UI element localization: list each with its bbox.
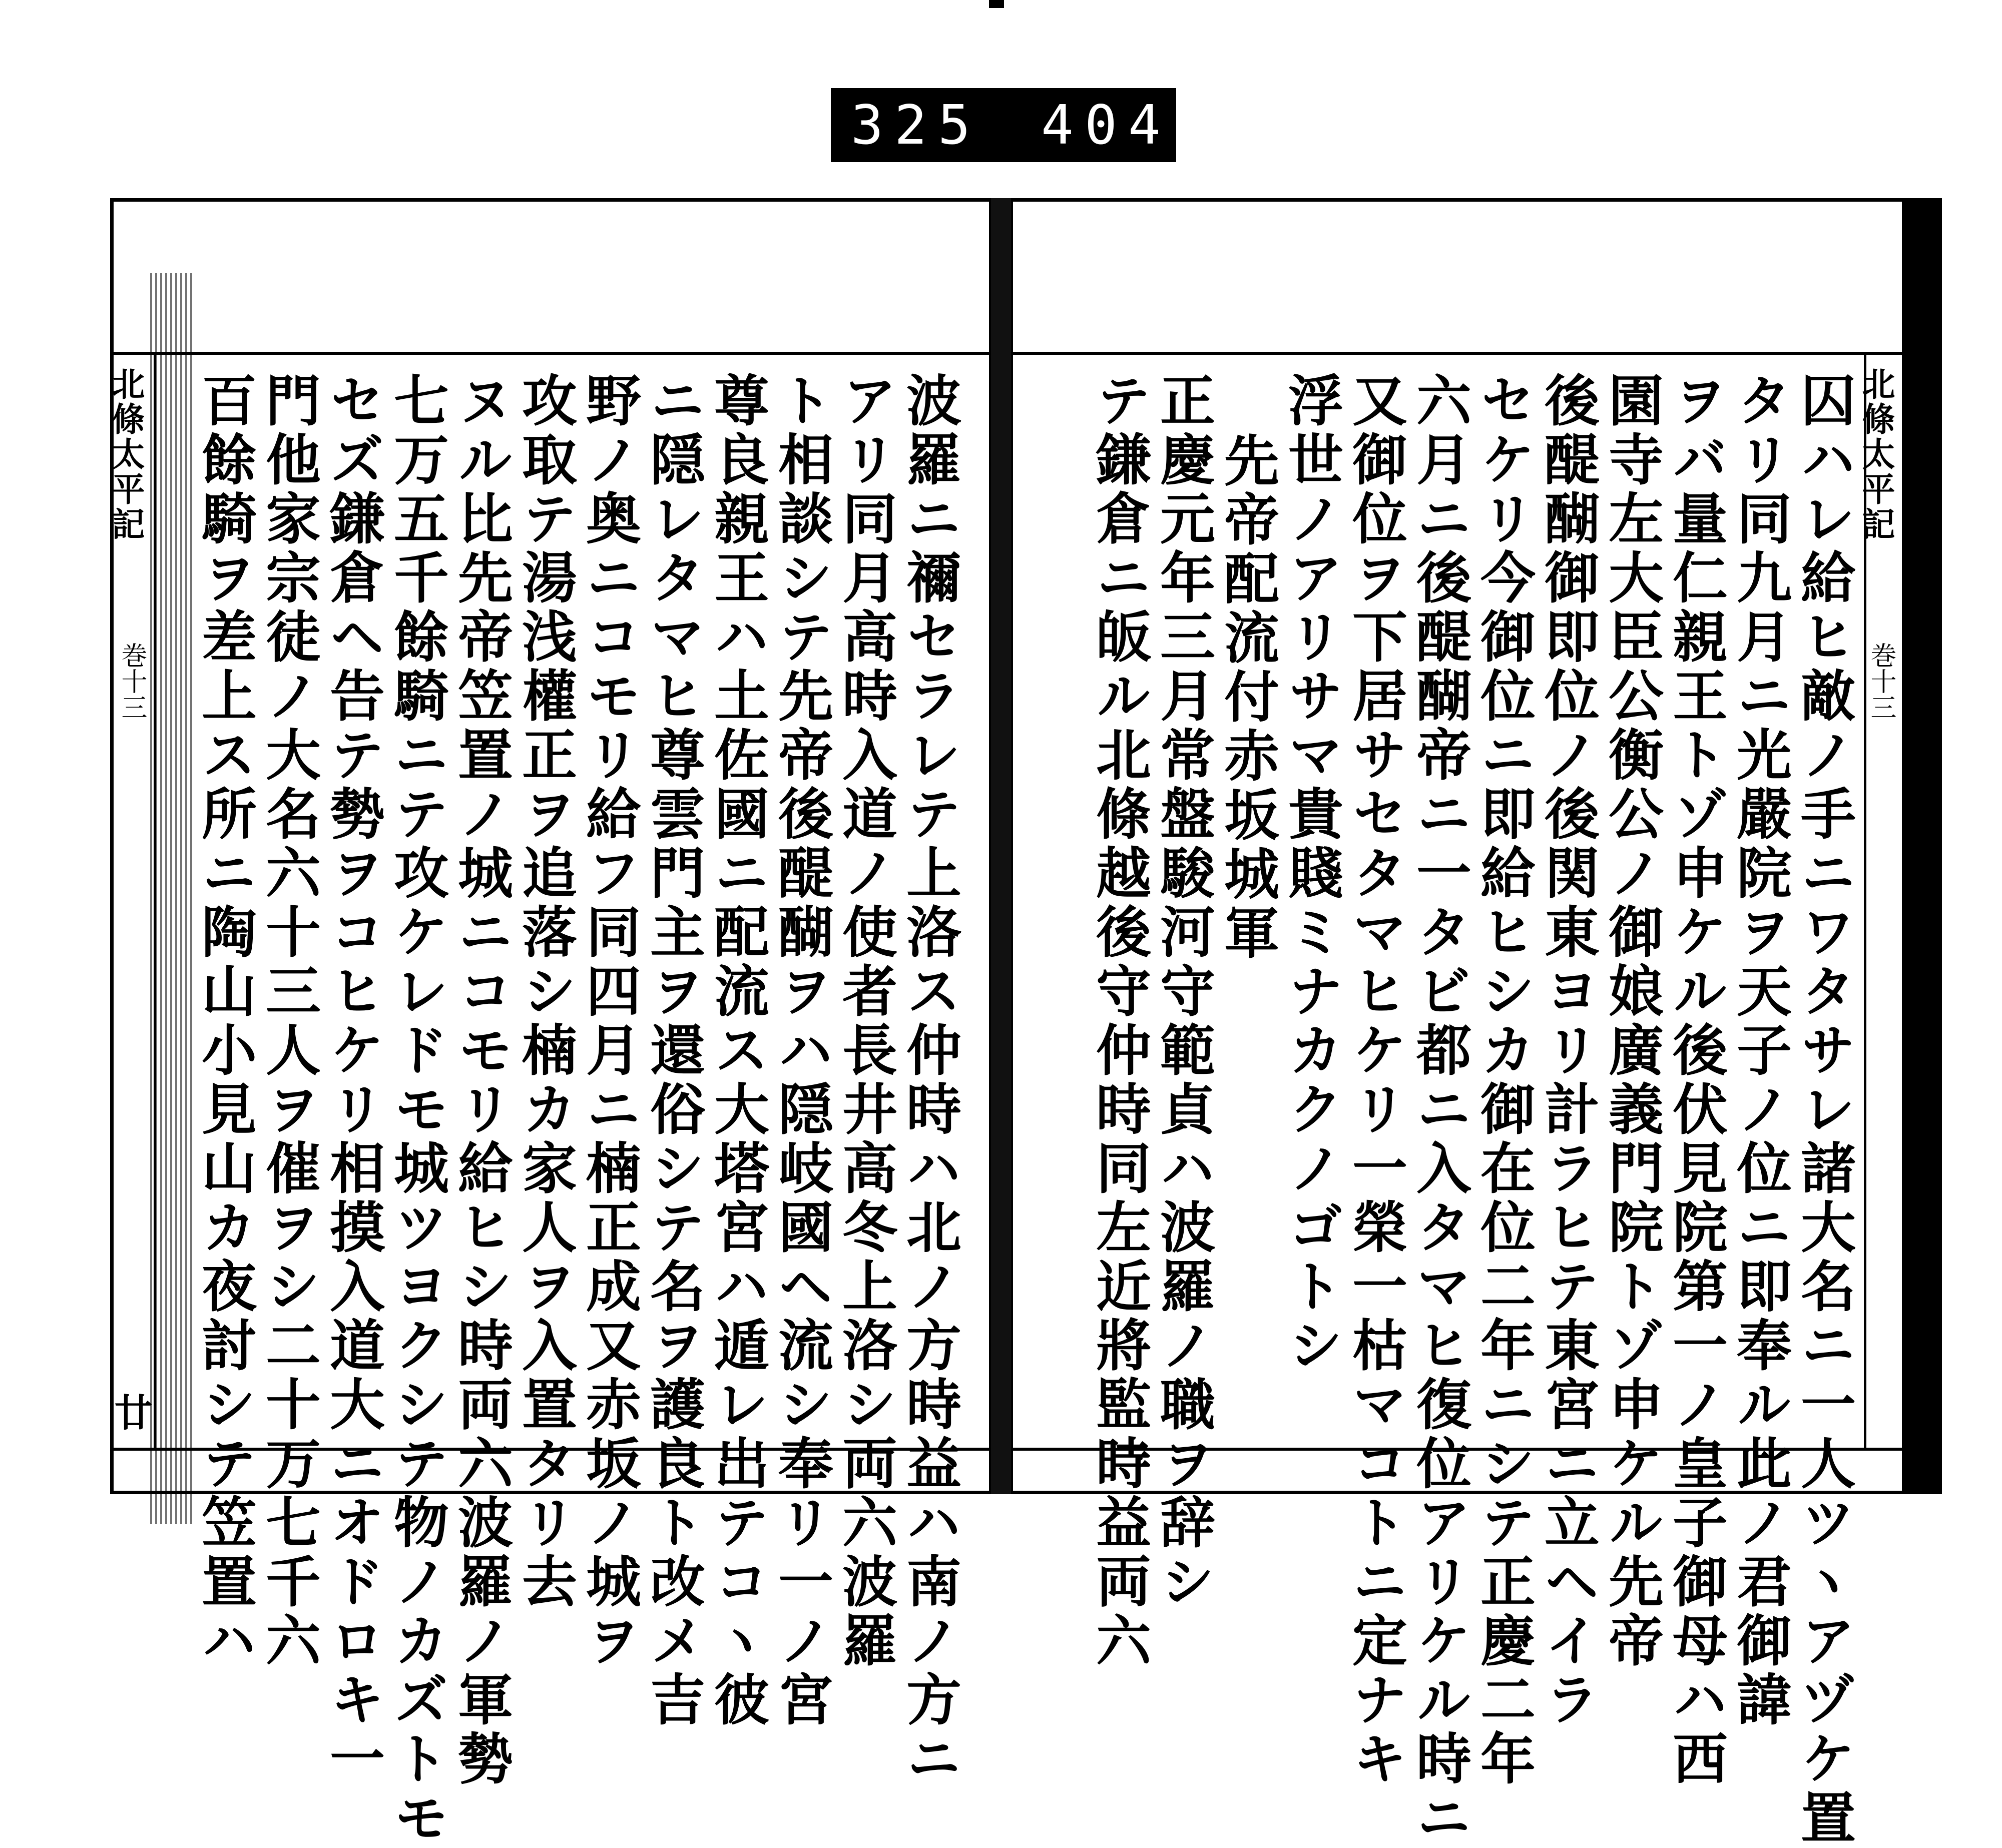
text-column: ニ隠レタマヒ尊雲門主ヲ還俗シテ名ヲ護良ト改メ吉	[641, 372, 706, 1730]
folio-number: 廿	[108, 1393, 153, 1431]
margin-volume: 巻十三	[117, 642, 147, 720]
text-column: 園寺左大臣公衡公ノ御娘廣義門院トゾ申ケル先帝	[1600, 372, 1664, 1671]
text-column: ヲバ量仁親王トゾ申ケル後伏見院第一ノ皇子御母ハ西	[1664, 372, 1728, 1789]
text-column: 百餘騎ヲ差上ス所ニ陶山小見山カ夜討シテ笠置ハ	[193, 372, 257, 1671]
margin-book-title: 北條太平記	[1856, 367, 1895, 542]
margin-book-title: 北條太平記	[106, 367, 145, 542]
label-number-right: 404.	[1041, 94, 1216, 157]
text-column: 後醍醐御即位ノ後関東ヨリ計ラヒテ東宮ニ立ヘイラ	[1536, 372, 1600, 1730]
text-column: タリ同九月ニ光嚴院ヲ天子ノ位ニ即奉ル此ノ君御諱	[1728, 372, 1792, 1730]
text-column: アリ同月高時入道ノ使者長井高冬上洛シ両六波羅	[833, 372, 898, 1671]
header-rule	[114, 352, 989, 355]
book-gutter	[991, 198, 1011, 1494]
text-column: 野ノ奥ニコモリ給フ同四月ニ楠正成又赤坂ノ城ヲ	[577, 372, 642, 1671]
section-heading: 先帝配流付赤坂城軍	[1215, 432, 1280, 963]
text-column: 又御位ヲ下居サセタマヒケリ一榮一枯マコトニ定ナキ	[1343, 372, 1408, 1789]
text-column: 正慶元年三月常盤駿河守範貞ハ波羅ノ職ヲ辞シ	[1151, 372, 1216, 1612]
margin-volume: 巻十三	[1866, 642, 1896, 720]
text-column: ヌル比先帝笠置ノ城ニコモリ給ヒシ時両六波羅ノ軍勢	[449, 372, 514, 1789]
text-column: 攻取テ湯浅權正ヲ追落シ楠カ家人ヲ入置タリ去	[513, 372, 578, 1612]
open-book	[106, 198, 1922, 1848]
top-edge-mark	[989, 0, 1004, 8]
text-column: 六月ニ後醍醐帝ニ一タビ都ニ入タマヒ復位アリケル時ニ	[1407, 372, 1472, 1848]
text-column: テ鎌倉ニ皈ル北條越後守仲時同左近將監時益両六	[1087, 372, 1152, 1671]
catalogue-label	[831, 88, 1216, 162]
book-spine-edge	[1902, 198, 1942, 1494]
margin-rule	[154, 352, 156, 1448]
text-column: セケリ今御位ニ即給ヒシカ御在位二年ニシテ正慶二年	[1471, 372, 1536, 1789]
text-column: 七万五千餘騎ニテ攻ケレドモ城ツヨクシテ物ノカズトモ	[385, 372, 449, 1848]
text-column: 囚ハレ給ヒ敵ノ手ニワタサレ諸大名ニ一人ツヽアヅケ置	[1792, 372, 1856, 1848]
right-page	[1011, 198, 1907, 1848]
text-column: 尊良親王ハ土佐國ニ配流ス大塔宮ハ遁レ出テコヽ彼	[705, 372, 770, 1730]
text-column: 波羅ニ禰セラレテ上洛ス仲時ハ北ノ方時益ハ南ノ方ニ	[897, 372, 962, 1789]
left-page	[106, 198, 991, 1848]
header-rule	[1013, 352, 1903, 355]
label-number-left: 325	[851, 94, 982, 157]
text-column: 浮世ノアリサマ貴賤ミナカクノゴトシ	[1279, 372, 1344, 1376]
text-column: 門他家宗徒ノ大名六十三人ヲ催ヲシ二十万七千六	[257, 372, 321, 1671]
text-column: セズ鎌倉ヘ告テ勢ヲコヒケリ相摸入道大ニオドロキ一	[321, 372, 385, 1789]
text-column: ト相談シテ先帝後醍醐ヲハ隠岐國ヘ流シ奉リ一ノ宮	[769, 372, 834, 1730]
